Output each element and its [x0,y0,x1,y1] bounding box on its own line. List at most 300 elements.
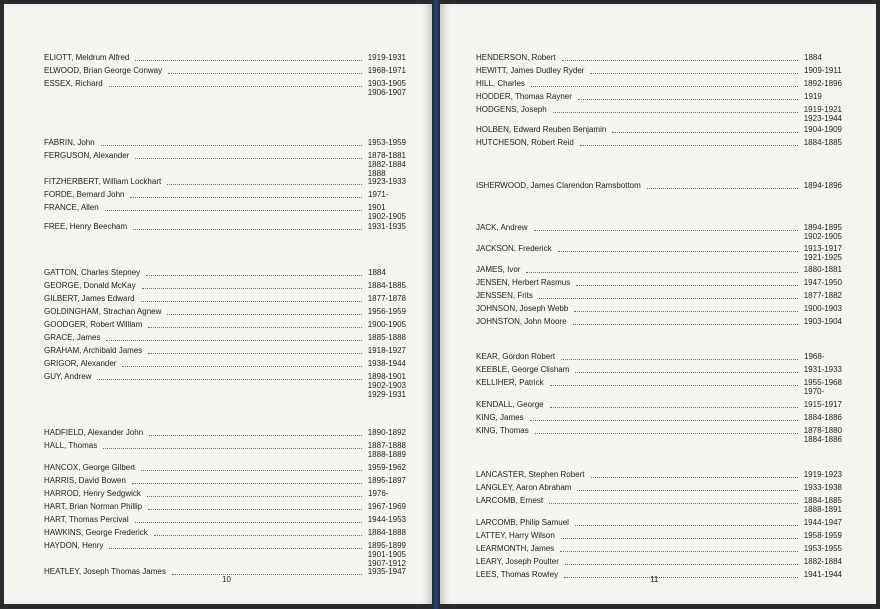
dot-leader [577,483,797,491]
year-range: 1967-1969 [367,502,406,511]
entry-row [44,222,406,231]
dot-leader [154,528,362,536]
dot-leader [132,476,362,484]
entry-name: GEORGE, Donald McKay [44,281,136,290]
entry-years [368,541,406,568]
entry-years [804,483,842,492]
year-range: 1901 [367,203,386,212]
entry-years [804,79,842,88]
dot-leader [575,518,798,526]
entry-name: HANCOX, George Gilbert [44,463,136,472]
year-range: 1918-1927 [367,346,406,355]
dot-leader [535,426,798,434]
dot-leader [141,294,362,302]
entry-name: GUY, Andrew [44,372,92,381]
year-range: 1885-1888 [367,333,406,342]
year-range: 1877-1882 [803,291,842,300]
dot-leader [561,531,798,539]
year-range: 1931-1933 [803,365,842,374]
entry-years [368,428,406,437]
entry-row [476,278,842,287]
entry-row [476,66,842,75]
entry-name: HODDER, Thomas Rayner [476,92,572,101]
entry-years [368,190,406,199]
entry-row [476,400,842,409]
year-range: 1919-1921 [803,105,842,114]
entry-row [44,333,406,342]
year-range: 1921-1925 [803,253,842,262]
year-range: 1968- [804,352,825,361]
dot-leader [168,66,362,74]
dot-leader [565,557,798,565]
dot-leader [591,470,798,478]
entry-years [368,222,406,231]
entry-years [368,359,406,368]
entry-row [44,307,406,316]
entry-years [804,92,842,101]
entry-name: FRANCE, Allen [44,203,99,212]
entry-years [804,518,842,527]
year-range: 1933-1938 [803,483,842,492]
entry-name: GOLDINGHAM, Strachan Agnew [44,307,162,316]
entry-name: HOLBEN, Edward Reuben Benjamin [476,125,607,134]
entry-name: JENSEN, Herbert Rasmus [476,278,571,287]
entry-years [804,244,842,262]
dot-leader [133,222,362,230]
entry-row [476,544,842,553]
dot-leader [580,138,798,146]
entry-name: JAMES, Ivor [476,265,521,274]
entry-row [44,281,406,290]
entry-years [804,470,842,479]
entry-name: HADFIELD, Alexander John [44,428,144,437]
entry-years [804,426,842,444]
dot-leader [558,244,798,252]
dot-leader [101,138,362,146]
year-range: 1900-1905 [367,320,406,329]
entry-name: JACKSON, Frederick [476,244,552,253]
year-range: 1935-1947 [367,567,406,576]
dot-leader [130,190,362,198]
dot-leader [550,378,798,386]
entry-years [804,378,842,396]
dot-leader [135,515,362,523]
entry-name: LEARMONTH, James [476,544,555,553]
year-range: 1938-1944 [367,359,406,368]
entry-row [476,483,842,492]
dot-leader [122,359,361,367]
entry-row [44,190,406,199]
entry-name: HAWKINS, George Frederick [44,528,148,537]
entry-years [368,567,406,576]
entry-years [804,304,842,313]
entry-name: KING, Thomas [476,426,529,435]
entry-name: LARCOMB, Philip Samuel [476,518,569,527]
dot-leader [578,92,798,100]
dot-leader [147,489,362,497]
entry-row [476,138,842,147]
entry-years [804,365,842,374]
dot-leader [149,428,362,436]
entry-row [44,502,406,511]
entry-row [476,53,842,62]
entry-name: HILL, Charles [476,79,525,88]
dot-leader [590,66,798,74]
entry-name: JENSSEN, Frits [476,291,533,300]
entry-name: JACK, Andrew [476,223,528,232]
year-range: 1882-1884 [367,160,406,169]
entry-years [368,66,406,75]
right-page [440,4,876,604]
entry-name: LARCOMB, Ernest [476,496,544,505]
entry-years [804,265,842,274]
entry-name: ESSEX, Richard [44,79,103,88]
entry-row [476,317,842,326]
entry-row [476,570,842,579]
entry-years [368,53,406,62]
entry-years [368,346,406,355]
entry-name: LANCASTER, Stephen Robert [476,470,585,479]
entry-name: ELIOTT, Meldrum Alfred [44,53,130,62]
entry-name: JOHNSTON, John Moore [476,317,567,326]
entry-row [476,413,842,422]
dot-leader [560,544,798,552]
entry-name: ISHERWOOD, James Clarendon Ramsbottom [476,181,641,190]
entry-years [804,352,842,361]
entry-years [804,66,842,75]
year-range: 1941-1944 [803,570,842,579]
entry-name: HARROD, Henry Sedgwick [44,489,141,498]
year-range: 1902-1905 [367,212,406,221]
entry-years [368,441,406,459]
entry-row [44,177,406,186]
entry-row [476,92,842,101]
entry-years [368,203,406,221]
year-range: 1953-1959 [367,138,406,147]
entry-name: GILBERT, James Edward [44,294,135,303]
entry-name: GRACE, James [44,333,101,342]
dot-leader [561,352,798,360]
dot-leader [148,320,362,328]
year-range: 1894-1895 [803,223,842,232]
dot-leader [575,365,797,373]
entry-name: GATTON, Charles Stepney [44,268,141,277]
left-page-number: 10 [222,575,231,584]
entry-years [368,320,406,329]
dot-leader [135,151,361,159]
entry-row [476,496,842,514]
entry-years [804,181,842,190]
year-range: 1919-1931 [367,53,406,62]
entry-name: KEEBLE, George Clisham [476,365,570,374]
entry-row [476,518,842,527]
entry-row [44,528,406,537]
entry-name: HENDERSON, Robert [476,53,556,62]
year-range: 1904-1909 [803,125,842,134]
year-range: 1877-1878 [367,294,406,303]
year-range: 1903-1905 [367,79,406,88]
entry-years [368,489,406,498]
entry-row [44,138,406,147]
year-range: 1895-1899 [367,541,406,550]
book-spine [432,0,440,609]
year-range: 1929-1931 [367,390,406,399]
year-range: 1923-1933 [367,177,406,186]
year-range: 1884-1886 [803,413,842,422]
dot-leader [142,281,362,289]
year-range: 1895-1897 [367,476,406,485]
year-range: 1947-1950 [803,278,842,287]
year-range: 1953-1955 [803,544,842,553]
year-range: 1902-1905 [803,232,842,241]
entry-name: ELWOOD, Brian George Conway [44,66,163,75]
year-range: 1971- [368,190,389,199]
dot-leader [564,570,798,578]
entry-row [44,441,406,459]
entry-years [368,515,406,524]
year-range: 1944-1953 [367,515,406,524]
year-range: 1898-1901 [367,372,406,381]
entry-name: LEES, Thomas Rowley [476,570,559,579]
entry-row [44,463,406,472]
entry-years [368,281,406,290]
entry-name: HART, Thomas Percival [44,515,129,524]
entry-years [368,502,406,511]
entry-years [804,291,842,300]
year-range: 1880-1881 [803,265,842,274]
year-range: 1907-1912 [367,559,406,568]
entry-years [368,177,406,186]
dot-leader [526,265,797,273]
entry-row [476,470,842,479]
entry-row [44,320,406,329]
entry-years [804,105,842,123]
entry-name: GRAHAM, Archibald James [44,346,143,355]
entry-row [476,365,842,374]
year-range: 1884 [368,268,386,277]
dot-leader [105,203,362,211]
dot-leader [549,496,798,504]
entry-years [804,278,842,287]
entry-row [476,223,842,241]
entry-row [44,53,406,62]
entry-name: HALL, Thomas [44,441,98,450]
entry-name: HEWITT, James Dudley Ryder [476,66,585,75]
entry-name: HEATLEY, Joseph Thomas James [44,567,166,576]
entry-name: HODGENS, Joseph [476,105,547,114]
entry-name: FREE, Henry Beecham [44,222,128,231]
dot-leader [148,346,361,354]
dot-leader [550,400,798,408]
entry-row [44,346,406,355]
entry-years [804,531,842,540]
entry-years [368,138,406,147]
entry-row [476,426,842,444]
year-range: 1888-1889 [367,450,406,459]
entry-years [368,476,406,485]
entry-name: LATTEY, Harry Wilson [476,531,555,540]
entry-row [476,378,842,396]
entry-row [44,268,406,277]
year-range: 1884-1886 [803,435,842,444]
year-range: 1906-1907 [367,88,406,97]
entry-years [804,570,842,579]
year-range: 1884-1885 [803,138,842,147]
year-range: 1931-1935 [367,222,406,231]
year-range: 1888-1891 [803,505,842,514]
entry-name: FERGUSON, Alexander [44,151,130,160]
dot-leader [553,105,798,113]
dot-leader [135,53,361,61]
year-range: 1884-1885 [367,281,406,290]
entry-years [368,79,406,97]
dot-leader [106,333,361,341]
year-range: 1959-1962 [367,463,406,472]
entry-name: LEARY, Joseph Poulter [476,557,559,566]
year-range: 1919 [804,92,822,101]
entry-years [804,125,842,134]
entry-row [44,428,406,437]
dot-leader [576,278,797,286]
entry-years [368,294,406,303]
year-range: 1956-1959 [367,307,406,316]
entry-name: GOODGER, Robert William [44,320,143,329]
entry-row [476,265,842,274]
entry-row [476,304,842,313]
dot-leader [574,304,797,312]
entry-name: JOHNSON, Joseph Webb [476,304,569,313]
entry-years [368,372,406,399]
entry-row [476,79,842,88]
entry-row [44,372,406,399]
year-range: 1884-1888 [367,528,406,537]
entry-name: KING, James [476,413,524,422]
dot-leader [109,541,361,549]
year-range: 1882-1884 [803,557,842,566]
year-range: 1909-1911 [804,66,842,75]
year-range: 1968-1971 [367,66,406,75]
year-range: 1884 [804,53,822,62]
entry-row [44,489,406,498]
dot-leader [167,177,362,185]
entry-row [44,294,406,303]
entry-years [368,151,406,178]
entry-years [804,413,842,422]
entry-name: FORDE, Bernard John [44,190,125,199]
entry-row [44,203,406,221]
entry-name: HARRIS, David Bowen [44,476,126,485]
entry-name: HAYDON, Henry [44,541,104,550]
entry-row [476,125,842,134]
entry-name: KEAR, Gordon Robert [476,352,556,361]
left-page [4,4,432,604]
year-range: 1970- [803,387,825,396]
entry-years [804,400,842,409]
year-range: 1976- [368,489,389,498]
entry-row [44,515,406,524]
year-range: 1902-1903 [367,381,406,390]
dot-leader [148,502,362,510]
dot-leader [97,372,361,380]
dot-leader [612,125,797,133]
year-range: 1903-1904 [803,317,842,326]
entry-row [44,541,406,568]
year-range: 1887-1888 [367,441,406,450]
dot-leader [647,181,798,189]
entry-years [368,528,406,537]
entry-years [804,557,842,566]
dot-leader [146,268,362,276]
entry-name: FABRIN, John [44,138,95,147]
dot-leader [172,567,362,575]
dot-leader [562,53,798,61]
year-range: 1878-1881 [367,151,406,160]
entry-name: KELLIHER, Patrick [476,378,544,387]
entry-name: KENDALL, George [476,400,544,409]
year-range: 1955-1968 [803,378,842,387]
entry-years [368,333,406,342]
entry-years [804,496,842,514]
year-range: 1901-1905 [367,550,406,559]
dot-leader [530,413,798,421]
right-page-number: 11 [650,575,659,584]
dot-leader [573,317,798,325]
year-range: 1900-1903 [803,304,842,313]
year-range: 1958-1959 [803,531,842,540]
entry-row [44,79,406,97]
entry-years [368,307,406,316]
dot-leader [534,223,798,231]
entry-name: LANGLEY, Aaron Abraham [476,483,572,492]
entry-years [804,317,842,326]
entry-row [476,291,842,300]
year-range: 1913-1917 [803,244,842,253]
year-range: 1890-1892 [367,428,406,437]
entry-name: FITZHERBERT, William Lockhart [44,177,162,186]
entry-years [804,53,842,62]
entry-row [44,66,406,75]
year-range: 1892-1896 [803,79,842,88]
year-range: 1923-1944 [803,114,842,123]
entry-row [44,151,406,178]
entry-name: HART, Brian Norman Phillip [44,502,143,511]
dot-leader [539,291,798,299]
year-range: 1915-1917 [803,400,842,409]
entry-years [368,268,406,277]
year-range: 1944-1947 [803,518,842,527]
entry-row [476,105,842,123]
entry-row [476,352,842,361]
entry-row [476,181,842,190]
entry-years [368,463,406,472]
dot-leader [167,307,361,315]
year-range: 1919-1923 [803,470,842,479]
entry-row [476,244,842,262]
entry-row [476,531,842,540]
dot-leader [109,79,362,87]
dot-leader [141,463,362,471]
entry-row [44,476,406,485]
entry-row [476,557,842,566]
entry-years [804,223,842,241]
dot-leader [103,441,362,449]
entry-name: HUTCHESON, Robert Reid [476,138,574,147]
year-range: 1888 [367,169,386,178]
entry-name: GRIGOR, Alexander [44,359,117,368]
year-range: 1884-1885 [803,496,842,505]
entry-years [804,544,842,553]
dot-leader [531,79,798,87]
